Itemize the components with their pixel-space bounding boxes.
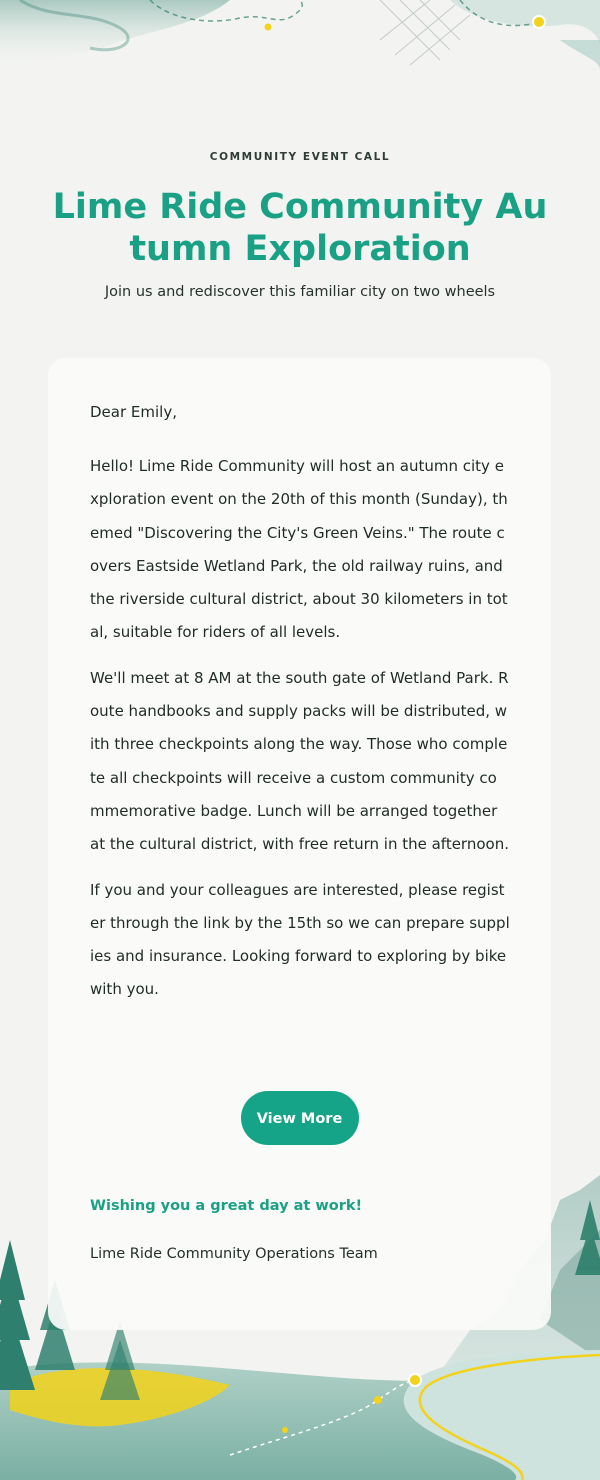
body-paragraph-3: If you and your colleagues are interested, please register through the link by the 15th so we can prepare supplies and insurance. Looking forward to exploring by bike with you. [90, 880, 510, 999]
greeting: Dear Emily, [90, 403, 177, 421]
eyebrow-label: COMMUNITY EVENT CALL [209, 151, 391, 163]
signature: Lime Ride Community Operations Team [90, 1246, 378, 1262]
page-subtitle: Join us and rediscover this familiar city on two wheels [104, 284, 496, 300]
view-more-button[interactable]: View More [241, 1091, 359, 1145]
page-title: Lime Ride Community Autumn Exploration [52, 187, 548, 269]
email-body [90, 400, 510, 1019]
email-content-card [48, 358, 551, 1330]
map-route-illustration [0, 0, 600, 120]
body-paragraph-1: Hello! Lime Ride Community will host an autumn city exploration event on the 20th of this month (Sunday), themed "Discovering the City's Green Veins." The route covers Eastside Wetland Park, the old railway ruins, and the riverside cultural district, about 30 kilometers in total, suitable for riders of all levels. [90, 457, 508, 642]
closing-message: Wishing you a great day at work! [90, 1198, 363, 1214]
body-paragraph-2: We'll meet at 8 AM at the south gate of Wetland Park. Route handbooks and supply packs will be distributed, with three checkpoints along the way. Those who complete all checkpoints will receive a custom community commemorative badge. Lunch will be arranged together at the cultural district, with free return in the afternoon. [90, 668, 509, 854]
cta-container [48, 1091, 551, 1145]
